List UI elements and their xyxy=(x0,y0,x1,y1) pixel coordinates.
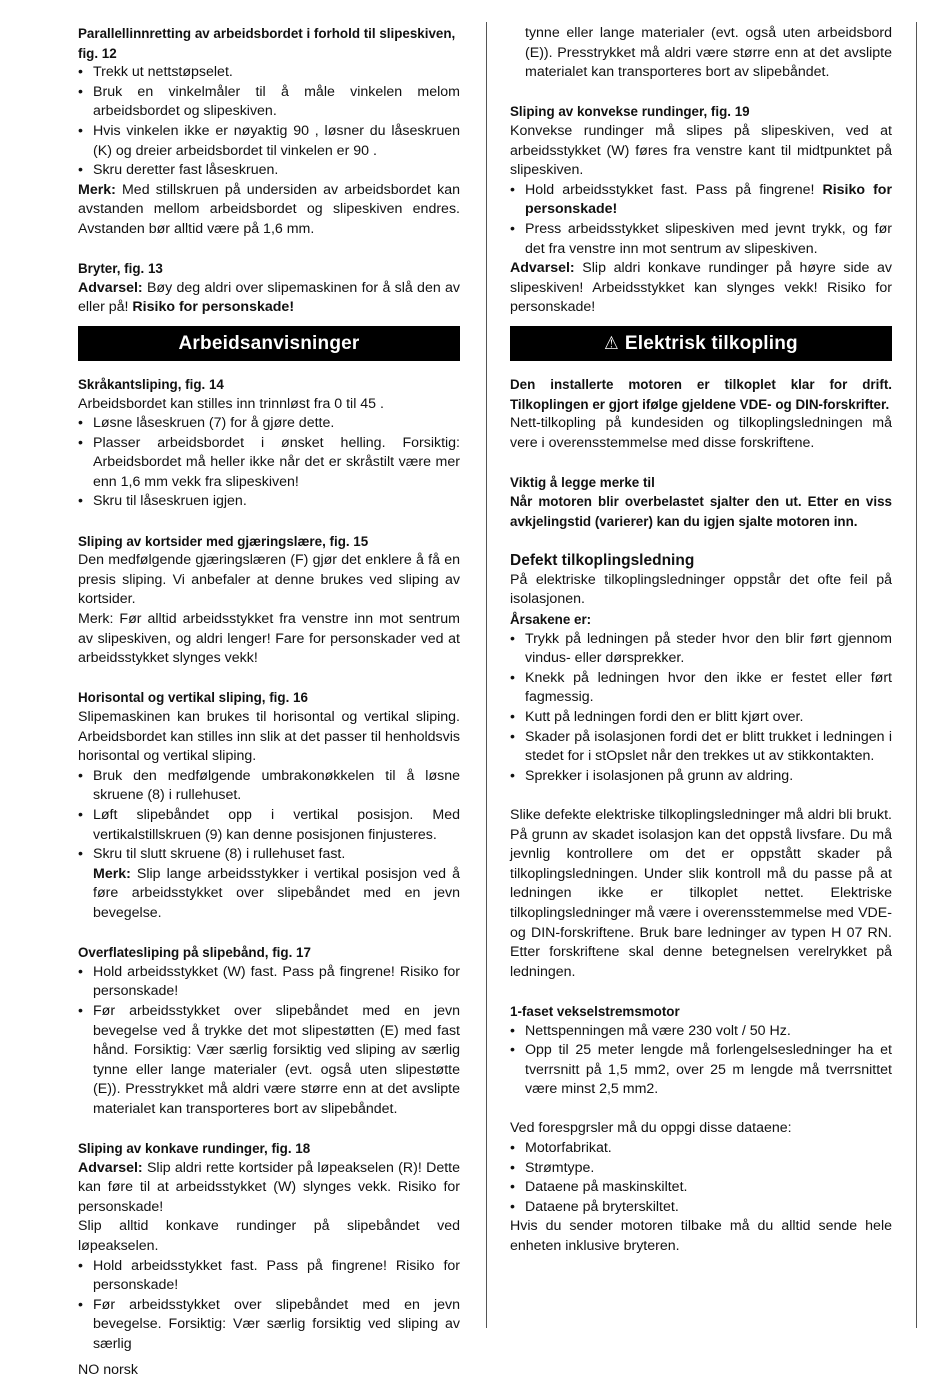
section-heading: Parallellinnretting av arbeidsbordet i forhold til slipeskiven, fig. 12 xyxy=(78,26,456,61)
warning-label: Advarsel: xyxy=(510,260,575,277)
warning-paragraph xyxy=(78,279,460,318)
warning-triangle-icon: ⚠ xyxy=(604,332,619,353)
bullet-item: • Før arbeidsstykket over slipebåndet med en jevn bevegelse. Forsiktig: Vær særlig forsiktig ved sliping av særlig xyxy=(78,1296,460,1355)
bullet-item: • Hold arbeidsstykket fast. Pass på fingrene! Risiko for personskade! xyxy=(78,1257,460,1296)
section-heading: 1-faset vekselstremsmotor xyxy=(510,1003,680,1019)
warning-label: Advarsel: xyxy=(78,279,143,296)
warning-emphasis: Risiko for personskade! xyxy=(132,299,295,316)
bullet-emphasis: Risiko for personskade! xyxy=(525,181,892,218)
column-divider-right xyxy=(916,22,917,1328)
causes-label: Årsakene er: xyxy=(510,612,592,628)
warning-text: Slip aldri konkave rundinger på høyre side av slipeskiven! Arbeidsstykket kan slynges vekk! Risiko for personskade! xyxy=(510,260,892,316)
paragraph: Slipemaskinen kan brukes til horisontal og vertikal sliping. Arbeidsbordet kan stilles inn slik at det passer til henholdsvis horisontal og vertikal sliping. xyxy=(78,709,460,765)
bullet-item: • Opp til 25 meter lengde må forlengelsesledninger ha et tverrsnitt på 1,5 mm2, over 25 m lengde må tverrsnittet være minst 2,5 mm2. xyxy=(510,1041,892,1100)
warning-text: Slip aldri rette kortsider på løpeakselen (R)! Dette kan føre til at arbeidsstykket (W) slynges vekk. Risiko for personskade! xyxy=(78,1159,460,1215)
note-label: Merk: xyxy=(78,181,116,198)
note-text: Med stillskruen på undersiden av arbeidsbordet kan avstanden mellom arbeidsbordet og slipeskiven endres. Avstanden bør alltid være på 1,6 mm. xyxy=(78,181,460,237)
bullet-item: • Strømtype. xyxy=(510,1159,892,1179)
note-label: Merk: xyxy=(93,865,131,882)
warning-paragraph xyxy=(78,1159,460,1218)
bullet-item: • Knekk på ledningen hvor den ikke er festet eller ført fagmessig. xyxy=(510,669,892,708)
bullet-item: • Skru til slutt skruene (8) i rullehuset fast. xyxy=(78,845,460,865)
bullet-item: • Sprekker i isolasjonen på grunn av aldring. xyxy=(510,767,892,787)
bullet-item: • Skru til låseskruen igjen. xyxy=(78,492,460,512)
bullet-item: • Kutt på ledningen fordi den er blitt kjørt over. xyxy=(510,708,892,728)
paragraph: Den medfølgende gjæringslæren (F) gjør det enklere å få en presis sliping. Vi anbefaler at denne brukes ved sliping av kortsider. xyxy=(78,552,460,608)
paragraph: Ved forespgrsler må du oppgi disse dataene: xyxy=(510,1120,792,1137)
continued-bullet-text: tynne eller lange materialer (evt. også uten arbeidsbord (E)). Presstrykket må aldri være større enn at det avslipte materialet kan transporteres bort av slipebåndet. xyxy=(525,25,892,81)
column-divider-left xyxy=(486,22,487,1328)
section-banner: Arbeidsanvisninger xyxy=(78,326,460,361)
paragraph: Arbeidsbordet kan stilles inn trinnløst fra 0 til 45 . xyxy=(78,395,384,412)
section-heading: Defekt tilkoplingsledning xyxy=(510,552,695,570)
note-paragraph xyxy=(78,181,460,240)
bullet-item: • Skru deretter fast låseskruen. xyxy=(78,161,460,181)
bullet-item: • Løsne låseskruen (7) for å gjøre dette. xyxy=(78,414,460,434)
note-paragraph xyxy=(78,865,460,924)
paragraph: Merk: Før alltid arbeidsstykket fra venstre inn mot sentrum av slipeskiven, og aldri lenger! Fare for personskader ved at arbeidsstykket slynges vekk! xyxy=(78,611,460,667)
bold-paragraph: Når motoren blir overbelastet sjalter den ut. Etter en viss avkjelingstid (varierer) kan du igjen sjalte motoren inn. xyxy=(510,494,892,530)
right-column xyxy=(510,24,892,1257)
section-banner xyxy=(510,326,892,361)
warning-label: Advarsel: xyxy=(78,1159,143,1176)
section-heading: Horisontal og vertikal sliping, fig. 16 xyxy=(78,690,308,706)
section-heading: Sliping av konvekse rundinger, fig. 19 xyxy=(510,104,750,120)
bullet-item: • Nettspenningen må være 230 volt / 50 Hz. xyxy=(510,1022,892,1042)
bullet-item: • Trekk ut nettstøpselet. xyxy=(78,63,460,83)
note-text: Slip lange arbeidsstykker i vertikal posisjon ved å føre arbeidsstykket over slipebåndet med en jevn bevegelse. xyxy=(93,865,460,921)
paragraph: Konvekse rundinger må slipes på slipeskiven, ved at arbeidsstykket (W) føres fra venstre kant til midtpunktet på slipeskiven. xyxy=(510,122,892,179)
bold-paragraph: Den installerte motoren er tilkoplet klar for drift. Tilkoplingen er gjort ifølge gjeldene VDE- og DIN-forskrifter. xyxy=(510,376,892,412)
left-column xyxy=(78,24,460,1355)
bullet-item xyxy=(510,181,892,220)
bullet-item: • Dataene på maskinskiltet. xyxy=(510,1178,892,1198)
bullet-item: • Løft slipebåndet opp i vertikal posisjon. Med vertikalstillskruen (9) kan denne posisjonen finjusteres. xyxy=(78,806,460,845)
bullet-item: • Før arbeidsstykket over slipebåndet med en jevn bevegelse ved å trykke det mot slipestøtten (E) med fast hånd. Forsiktig: Vær særlig forsiktig ved sliping av særlig tynne eller lange materialer (evt. også uten slipestøtte (E)). Presstrykket må aldri være større enn at det avslipte materialet kan transporteres bort av slipebåndet. xyxy=(78,1002,460,1120)
bullet-item: • Plasser arbeidsbordet i ønsket helling. Forsiktig: Arbeidsbordet må heller ikke når det er skråstilt være mer enn 1,6 mm vekk fra slipeskiven! xyxy=(78,434,460,493)
bullet-item: • Trykk på ledningen på steder hvor den blir ført gjennom vindus- eller dørsprekker. xyxy=(510,630,892,669)
paragraph: Slike defekte elektriske tilkoplingsledninger må aldri bli brukt. På grunn av skadet isolasjon kan det oppstå livsfare. Du må jevnlig kontrollere om det er oppstått skader på tilkoplingsledningen. Under slik kontroll må du passe på at ledningen ikke er tilkoplet nettet. Elektriske tilkoplingsledninger må være i overensstemmelse med VDE- og DIN-forskriftene. Bruk bare ledninger av typen H 07 RN. Etter forskriftene skal denne betegnelsen verelrykket på ledningen. xyxy=(510,806,892,980)
section-heading: Viktig å legge merke til xyxy=(510,474,655,490)
paragraph: Nett-tilkopling på kundesiden og tilkoplingsledningen må vere i overensstemmelse med disse forskriftene. xyxy=(510,415,892,451)
paragraph: Slip alltid konkave rundinger på slipebåndet ved løpeakselen. xyxy=(78,1218,460,1255)
bullet-text: Hold arbeidsstykket fast. Pass på fingrene! xyxy=(525,181,823,198)
bullet-item: • Hold arbeidsstykket (W) fast. Pass på fingrene! Risiko for personskade! xyxy=(78,963,460,1002)
bullet-item: • Skader på isolasjonen fordi det er blitt trukket i ledningen i stedet for i stOpslet når den trekkes ut av stikkontakten. xyxy=(510,728,892,767)
warning-text: Bøy deg aldri over slipemaskinen for å slå den av eller på! xyxy=(78,279,460,316)
bullet-item: • Hvis vinkelen ikke er nøyaktig 90 , løsner du låseskruen (K) og dreier arbeidsbordet til vinkelen er 90 . xyxy=(78,122,460,161)
section-heading: Sliping av kortsider med gjæringslære, fig. 15 xyxy=(78,533,369,549)
bullet-item: • Motorfabrikat. xyxy=(510,1139,892,1159)
warning-paragraph xyxy=(510,259,892,318)
bullet-item: • Bruk den medfølgende umbrakonøkkelen til å løsne skruene (8) i rullehuset. xyxy=(78,767,460,806)
section-heading: Skråkantsliping, fig. 14 xyxy=(78,376,224,392)
page-footer: NO norsk xyxy=(78,1362,138,1378)
bullet-item: • Dataene på bryterskiltet. xyxy=(510,1198,892,1218)
paragraph: Hvis du sender motoren tilbake må du alltid sende hele enheten inklusive bryteren. xyxy=(510,1218,892,1255)
bullet-item: • Press arbeidsstykket slipeskiven med jevnt trykk, og før det fra venstre inn mot sentrum av slipeskiven. xyxy=(510,220,892,259)
banner-title: Elektrisk tilkopling xyxy=(624,332,798,354)
bullet-item: • Bruk en vinkelmåler til å måle vinkelen melom arbeidsbordet og slipeskiven. xyxy=(78,83,460,122)
section-heading: Sliping av konkave rundinger, fig. 18 xyxy=(78,1141,311,1157)
paragraph: På elektriske tilkoplingsledninger oppstår det ofte feil på isolasjonen. xyxy=(510,571,892,608)
section-heading: Overflatesliping på slipebånd, fig. 17 xyxy=(78,945,311,961)
section-heading: Bryter, fig. 13 xyxy=(78,261,163,277)
